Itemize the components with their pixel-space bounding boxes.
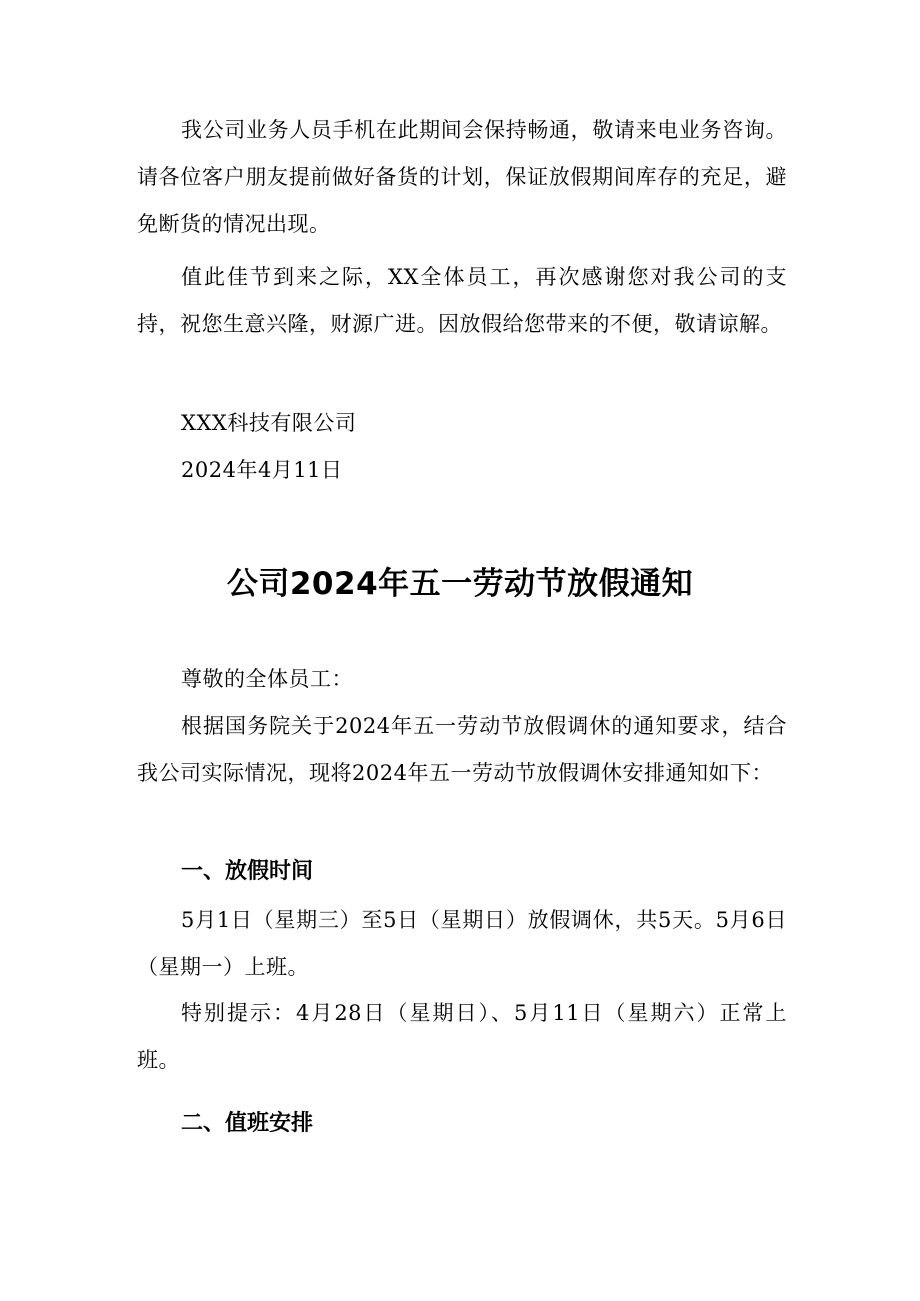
section-heading-duty-arrangement: 二、值班安排 <box>181 1111 314 1136</box>
section-heading-holiday-time: 一、放假时间 <box>181 859 314 884</box>
contact-paragraph: 我公司业务人员手机在此期间会保持畅通，敬请来电业务咨询。请各位客户朋友提前做好备货的计划，保证放假期间库存的充足，避免断货的情况出现。 <box>137 118 787 236</box>
notice-title: 公司2024年五一劳动节放假通知 <box>226 566 694 602</box>
signature-date: 2024年4月11日 <box>181 458 343 482</box>
signature-company: XXX科技有限公司 <box>181 411 357 435</box>
intro-paragraph: 根据国务院关于2024年五一劳动节放假调休的通知要求，结合我公司实际情况，现将2024年五一劳动节放假调休安排通知如下： <box>137 714 787 785</box>
holiday-time-paragraph: 5月1日（星期三）至5日（星期日）放假调休，共5天。5月6日（星期一）上班。 <box>137 908 787 979</box>
special-note-paragraph: 特别提示：4月28日（星期日）、5月11日（星期六）正常上班。 <box>137 1001 787 1072</box>
thanks-paragraph: 值此佳节到来之际，XX全体员工，再次感谢您对我公司的支持，祝您生意兴隆，财源广进。因放假给您带来的不便，敬请谅解。 <box>137 265 787 336</box>
salutation: 尊敬的全体员工： <box>181 667 353 691</box>
